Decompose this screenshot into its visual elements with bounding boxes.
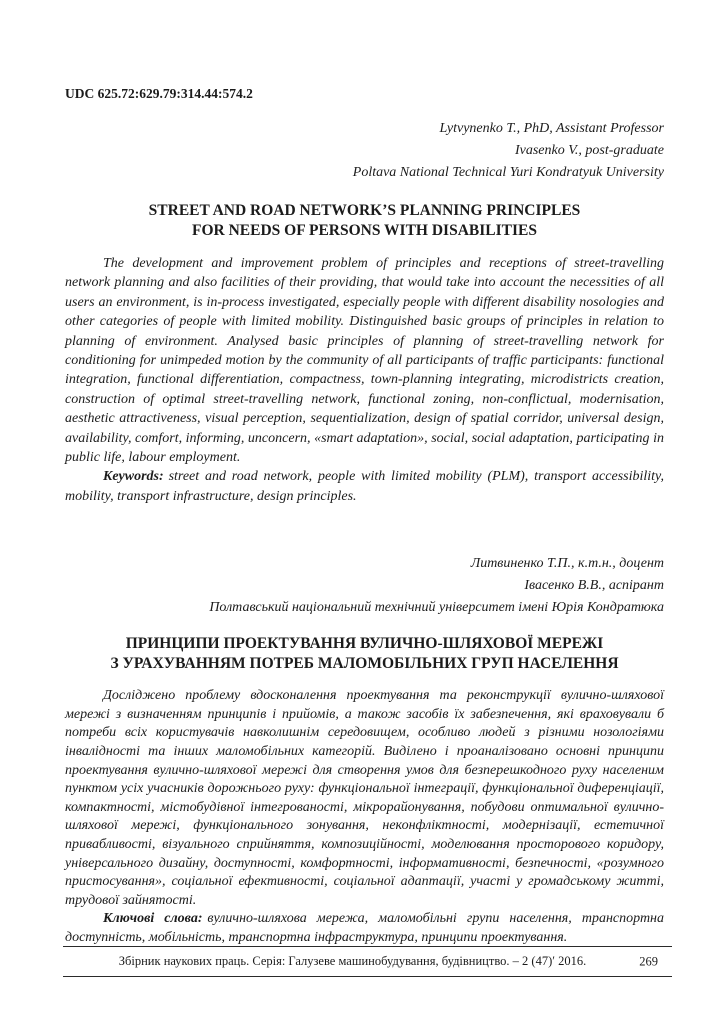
affiliation-en: Poltava National Technical Yuri Kondratyuk University [352, 165, 664, 180]
keywords-en-text: street and road network, people with limited mobility (PLM), transport accessibility, mobility, transport infrastructure, design principles. [65, 469, 664, 504]
keywords-uk [65, 910, 664, 947]
article-title-uk-line2: З УРАХУВАННЯМ ПОТРЕБ МАЛОМОБІЛЬНИХ ГРУП НАСЕЛЕННЯ [110, 655, 619, 673]
article-title-en-line2: FOR NEEDS OF PERSONS WITH DISABILITIES [192, 222, 537, 239]
abstract-uk: Досліджено проблему вдосконалення проектування та реконструкції вулично-шляхової мережі з визначенням принципів і прийомів, а також засобів їх забезпечення, які враховували б потреби всіх користувачів навколишнім середовищем, особливо людей з різними нозологіями інвалідності та інших маломобільних категорій. Виділено і проаналізовано основні принципи проектування вулично-шляхової мережі для створення умов для безперешкодного руху населеним пунктом усіх учасників дорожнього руху: функціональної інтеграції, функціональної диференціації, компактності, містобудівної інтегрованості, мікрорайонування, побудови оптимальної вулично-шляхової мережі, функціонального зонування, неконфліктності, модернізації, естетичної привабливості, візуального сприйняття, композиційності, моделювання просторового коридору, універсального дизайну, доступності, комфортності, інформативності, безпечності, «розумного пристосування», соціальної ефективності, соціальної адаптації, участі у громадському житті, трудової зайнятості. [65, 688, 664, 908]
authors-block-uk [65, 553, 664, 619]
affiliation-uk: Полтавський національний технічний університет імені Юрія Кондратюка [209, 600, 664, 616]
author-en-1: Lytvynenko T., PhD, Assistant Professor [439, 121, 664, 136]
article-title-uk-line1: ПРИНЦИПИ ПРОЕКТУВАННЯ ВУЛИЧНО-ШЛЯХОВОЇ МЕРЕЖІ [125, 635, 604, 653]
keywords-uk-text: вулично-шляхова мережа, маломобільні групи населення, транспортна доступність, мобільність, транспортна інфраструктура, принципи проектування. [65, 911, 664, 945]
page-number: 269 [639, 954, 658, 968]
article-title-en-line1: STREET AND ROAD NETWORK’S PLANNING PRINCIPLES [148, 202, 581, 219]
keywords-en [65, 467, 664, 506]
author-uk-1: Литвиненко Т.П., к.т.н., доцент [470, 556, 664, 572]
page-content [65, 0, 664, 948]
keywords-uk-label: Ключові слова: [103, 911, 203, 927]
authors-block-en [65, 118, 664, 184]
author-en-2: Ivasenko V., post-graduate [514, 143, 664, 158]
udc-code: UDC 625.72:629.79:314.44:574.2 [65, 86, 253, 101]
journal-citation: Збірник наукових праць. Серія: Галузеве машинобудування, будівництво. – 2 (47)′ 2016. [118, 954, 587, 968]
author-uk-2: Івасенко В.В., аспірант [524, 578, 664, 594]
page-footer [63, 946, 672, 977]
keywords-en-label: Keywords: [103, 469, 164, 485]
article-title-en [65, 201, 664, 241]
article-title-uk [65, 634, 664, 674]
abstract-en: The development and improvement problem of principles and receptions of street-travelling network planning and also facilities of their providing, that would take into account the necessities of all users an environment, is in-process investigated, especially people with different disability nosologies and other categories of people with limited mobility. Distinguished basic groups of principles in relation to planning of environment. Analysed basic principles of planning of street-travelling network for conditioning for unimpeded motion by the community of all participants of traffic participants: functional integration, functional differentiation, compactness, town-planning integrating, microdistricts creation, construction of optimal street-travelling network, functional zoning, non-conflictual, modernisation, aesthetic attractiveness, visual perception, sequentialization, design of spatial corridor, universal design, availability, comfort, informing, unconcern, «smart adaptation», social, social adaptation, participating in public life, labour employment. [65, 256, 664, 466]
